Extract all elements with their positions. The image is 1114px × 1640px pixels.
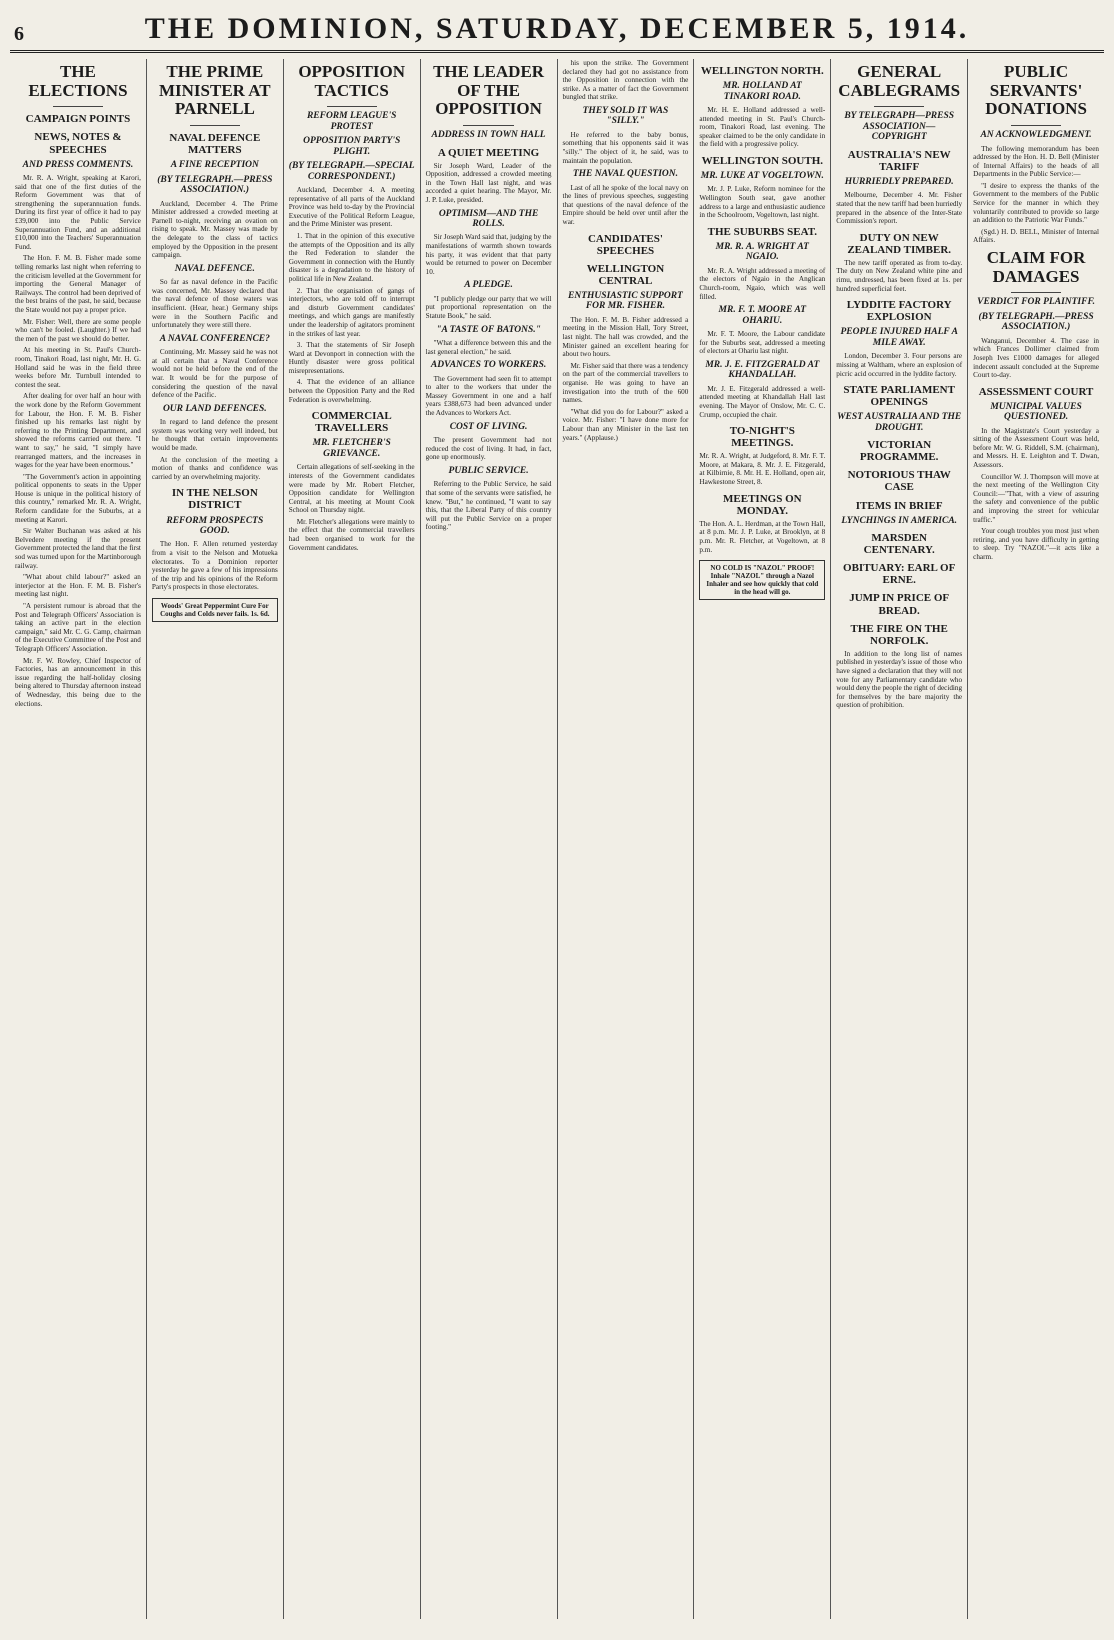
- article-headline: PUBLIC SERVANTS' DONATIONS: [985, 62, 1087, 119]
- column-1: [10, 59, 147, 1619]
- article-subheading: MR. F. T. MOORE AT OHARIU.: [718, 305, 807, 326]
- article-paragraph: "What a difference between this and the last general election," he said.: [425, 339, 552, 356]
- column-7: [831, 59, 968, 1619]
- divider: [1011, 292, 1061, 293]
- article-paragraph: "The Government's action in appointing political opponents to seats in the Upper House is unique in the political history of this country," remarked Mr. R. A. Wright, Reform candidate for the Suburbs, at a meeting at Karori.: [15, 472, 141, 524]
- article-subheading: PUBLIC SERVICE.: [448, 465, 529, 476]
- article-subheading: "A TASTE OF BATONS.": [436, 324, 541, 335]
- article-subheading: BY TELEGRAPH—PRESS ASSOCIATION—COPYRIGHT: [844, 111, 955, 143]
- article-subheading: DUTY ON NEW ZEALAND TIMBER.: [847, 231, 952, 256]
- article-paragraph: At the conclusion of the meeting a motion of thanks and confidence was carried by an overwhelming majority.: [151, 455, 278, 481]
- article-subheading: (BY TELEGRAPH.—PRESS ASSOCIATION.): [157, 174, 273, 196]
- article-subheading: AUSTRALIA'S NEW TARIFF: [847, 148, 951, 173]
- article-paragraph: In addition to the long list of names published in yesterday's issue of those who have signed a declaration that they will not vote for any Parliamentary candidate who would deny the people the right of deciding for themselves by the bare majority the question of prohibition.: [836, 649, 963, 710]
- article-paragraph: 4. That the evidence of an alliance between the Opposition Party and the Red Federation is overwhelming.: [288, 378, 415, 404]
- article-subheading: THE SUBURBS SEAT.: [707, 225, 817, 238]
- article-subheading: A QUIET MEETING: [437, 146, 540, 159]
- column-4: [421, 59, 558, 1619]
- article-subheading: VICTORIAN PROGRAMME.: [859, 439, 939, 464]
- article-paragraph: Mr. R. A. Wright, speaking at Karori, said that one of the first duties of the Reform Government was that of strengthening the superannuation funds. During its first year of office it had to pay £39,000 into the Public Service Superannuation Fund, and an additional £10,000 into the Teachers' Superannuation Fund.: [15, 174, 141, 251]
- article-subheading: PEOPLE INJURED HALF A MILE AWAY.: [840, 327, 958, 348]
- divider: [874, 106, 924, 107]
- article-subheading: LYNCHINGS IN AMERICA.: [841, 515, 958, 526]
- article-paragraph: After dealing for over half an hour with the work done by the Reform Government for Labour, the Hon. F. M. B. Fisher finished up his remarks last night by referring to the Printing Department, and showed the reforms carried out there. "I want to say," he said, "I simply have rearranged matters, and the increases in wages for the year have been enormous.": [15, 392, 141, 470]
- column-3: [284, 59, 421, 1619]
- article-subheading: NOTORIOUS THAW CASE: [847, 469, 951, 494]
- article-subheading: ADDRESS IN TOWN HALL: [431, 130, 546, 141]
- article-paragraph: Your cough troubles you most just when retiring, and you have difficulty in getting to sleep. Try "NAZOL"—it acts like a charm.: [973, 527, 1099, 561]
- article-paragraph: Continuing, Mr. Massey said he was not at all certain that a Naval Conference would not be held before the end of the war. It would be for the purpose of considering the question of the naval defence of the Pacific.: [151, 348, 278, 400]
- article-subheading: CANDIDATES' SPEECHES: [587, 232, 663, 257]
- article-paragraph: The Hon. F. Allen returned yesterday from a visit to the Nelson and Motueka electorates. To a Dominion reporter yesterday he gave a few of his impressions of the trip and his opinions of the Reform Party's prospects in those electorates.: [151, 540, 278, 592]
- article-paragraph: 1. That in the opinion of this executive the attempts of the Opposition and its ally the Red Federation to slander the Government in connection with the Huntly disaster is a degradation to the history of political life in New Zealand.: [288, 231, 415, 283]
- article-headline: THE PRIME MINISTER AT PARNELL: [158, 62, 271, 119]
- article-subheading: THEY SOLD IT WAS "SILLY.": [582, 105, 669, 127]
- article-subheading: OPTIMISM—AND THE ROLLS.: [438, 208, 539, 229]
- article-paragraph: The Hon. F. M. B. Fisher made some telling remarks last night when referring to the criticism levelled at the Government for importing the General Manager of Railways. The control had been deprived of the best brains of the past, he said, because the State would not pay a proper price.: [15, 254, 141, 314]
- article-paragraph: "I desire to express the thanks of the Government to the members of the Public Service for the manner in which they voluntarily contributed to provide so large an addition to the Patriotic War Funds.": [973, 181, 1099, 225]
- article-subheading: WELLINGTON SOUTH.: [701, 154, 824, 167]
- article-paragraph: Mr. J. P. Luke, Reform nominee for the Wellington South seat, gave another address to a large and enthusiastic audience in the Schoolroom, Vogeltown, last night.: [699, 185, 826, 220]
- article-paragraph: "A persistent rumour is abroad that the Post and Telegraph Officers' Association is taking an active part in the election campaign," said Mr. C. G. Camp, chairman of the Executive Committee of the Post and Telegraph Officers' Association.: [15, 602, 141, 653]
- divider: [53, 106, 103, 107]
- article-paragraph: The Government had seen fit to attempt to alter to the workers that under the Massey Government in one and a half years £388,673 had been advanced under the Advances to Workers Act.: [425, 374, 552, 418]
- article-subheading: MR. J. E. FITZGERALD AT KHANDALLAH.: [705, 359, 820, 381]
- masthead: [10, 10, 1104, 53]
- divider: [327, 106, 377, 107]
- article-subheading: NEWS, NOTES & SPEECHES: [34, 131, 122, 156]
- article-subheading: MARSDEN CENTENARY.: [863, 532, 935, 557]
- article-paragraph: Mr. F. T. Moore, the Labour candidate for the Suburbs seat, addressed a meeting of electors at Ohariu last night.: [699, 330, 826, 356]
- article-paragraph: The Hon. F. M. B. Fisher addressed a meeting in the Mission Hall, Tory Street, last night. The hall was crowded, and the Minister gained an excellent hearing for about two hours.: [562, 315, 689, 359]
- article-subheading: COST OF LIVING.: [449, 421, 528, 432]
- article-subheading: HURRIEDLY PREPARED.: [844, 176, 954, 187]
- article-subheading: LYDDITE FACTORY EXPLOSION: [846, 299, 952, 324]
- article-paragraph: 2. That the organisation of gangs of interjectors, who are told off to interrupt and disturb Government candidates' meetings, and which gangs are manifestly under the leadership of agitators prominent in the strikes of last year.: [288, 286, 415, 338]
- article-subheading: MEETINGS ON MONDAY.: [723, 492, 802, 517]
- article-paragraph: Melbourne, December 4. Mr. Fisher stated that the new tariff had been hurriedly prepared in the absence of the Inter-State Commission's report.: [836, 191, 963, 226]
- article-paragraph: Mr. F. W. Rowley, Chief Inspector of Factories, has an announcement in this issue regarding the half-holiday closing being altered to Thursday afternoon instead of Wednesday, this being due to the elections.: [15, 656, 141, 708]
- article-subheading: NAVAL DEFENCE MATTERS: [169, 132, 261, 157]
- column-8: [968, 59, 1104, 1619]
- advertisement: NO COLD IS "NAZOL" PROOF! Inhale "NAZOL" through a Nazol Inhaler and see how quickly that cold in the head will go.: [699, 560, 825, 600]
- article-paragraph: Sir Joseph Ward, Leader of the Opposition, addressed a crowded meeting in the Town Hall last night, and was accorded a quiet hearing. The Mayor, Mr. J. P. Luke, presided.: [425, 161, 552, 204]
- article-subheading: VERDICT FOR PLAINTIFF.: [977, 297, 1095, 308]
- article-paragraph: Mr. Fisher: Well, there are some people who can't be fooled. (Laughter.) If we had the men of the past we should do better.: [15, 317, 141, 343]
- article-subheading: COMMERCIAL TRAVELLERS: [311, 410, 392, 435]
- divider: [463, 125, 513, 126]
- article-paragraph: Referring to the Public Service, he said that some of the servants were satisfied, he knew. "But," he continued, "I want to say this, that the Liberal Party of this country will put the Public Service on a proper footing.": [425, 480, 552, 532]
- divider: [190, 125, 240, 126]
- article-paragraph: The present Government had not reduced the cost of living. It had, in fact, gone up enormously.: [425, 436, 552, 462]
- newspaper-title: THE DOMINION, SATURDAY, DECEMBER 5, 1914.: [144, 12, 970, 45]
- article-subheading: REFORM PROSPECTS GOOD.: [166, 515, 264, 536]
- article-paragraph: Sir Walter Buchanan was asked at his Belvedere meeting if the present Government protected the land that the first sod was turned upon for the Martinborough railway.: [15, 527, 141, 570]
- article-subheading: AND PRESS COMMENTS.: [22, 159, 134, 170]
- article-paragraph: Mr. H. E. Holland addressed a well-attended meeting in St. Paul's Church-room, Tinakori Road, last evening. The speaker claimed to be the only candidate in the field with a progressive policy.: [699, 105, 826, 149]
- article-paragraph: Mr. Fletcher's allegations were mainly to the effect that the commercial travellers had been organised to work for the Government candidates.: [288, 517, 415, 552]
- article-subheading: ASSESSMENT COURT: [978, 385, 1094, 398]
- article-paragraph: The new tariff operated as from to-day. The duty on New Zealand white pine and rimu, undressed, has been fixed at 1s. per hundred superficial feet.: [836, 258, 963, 293]
- article-subheading: OBITUARY: EARL OF ERNE.: [843, 562, 956, 587]
- divider: [1011, 125, 1061, 126]
- columns-container: [10, 59, 1104, 1619]
- article-paragraph: At his meeting in St. Paul's Church-room, Tinakori Road, last night, Mr. H. G. Holland said he was in the field three weeks before Mr. Turnbull intended to contest the seat.: [15, 346, 141, 389]
- article-subheading: AN ACKNOWLEDGMENT.: [980, 130, 1092, 141]
- article-paragraph: The Hon. A. L. Herdman, at the Town Hall, at 8 p.m. Mr. J. P. Luke, at Brooklyn, at 8 p.m. Mr. R. Fletcher, at Vogeltown, at 8 p.m.: [699, 519, 826, 554]
- article-subheading: NAVAL DEFENCE.: [174, 263, 255, 274]
- article-subheading: THE FIRE ON THE NORFOLK.: [850, 622, 948, 647]
- column-2: [147, 59, 284, 1619]
- article-paragraph: Last of all he spoke of the local navy on the lines of previous speeches, suggesting that questions of the naval defence of the Empire should be held over until after the war.: [562, 183, 689, 227]
- article-paragraph: "What did you do for Labour?" asked a voice. Mr. Fisher: "I have done more for Labour than any Minister in the last ten years." (Applause.): [562, 407, 689, 442]
- article-subheading: WELLINGTON NORTH.: [700, 65, 824, 77]
- article-subheading: MUNICIPAL VALUES QUESTIONED.: [990, 401, 1082, 423]
- article-headline: THE LEADER OF THE OPPOSITION: [433, 62, 545, 119]
- article-subheading: ADVANCES TO WORKERS.: [430, 360, 547, 371]
- article-subheading: MR. FLETCHER'S GRIEVANCE.: [312, 438, 391, 459]
- article-paragraph: Mr. Fisher said that there was a tendency on the part of the commercial travellers to organise. He was going to have an investigation into the truth of the 600 names.: [562, 361, 689, 405]
- article-subheading: MR. R. A. WRIGHT AT NGAIO.: [715, 241, 809, 263]
- article-subheading: A PLEDGE.: [464, 280, 513, 291]
- article-subheading: TO-NIGHT'S MEETINGS.: [729, 425, 795, 450]
- article-subheading: A FINE RECEPTION: [170, 160, 259, 171]
- advertisement: Woods' Great Peppermint Cure For Coughs and Colds never fails. 1s. 6d.: [152, 598, 278, 622]
- article-paragraph: The following memorandum has been addressed by the Hon. H. D. Bell (Minister of Internal Affairs) to the heads of all Departments in the Public Service:—: [973, 144, 1099, 179]
- article-headline: THE ELECTIONS: [28, 62, 128, 100]
- article-headline: GENERAL CABLEGRAMS: [838, 62, 961, 100]
- article-subheading: MR. HOLLAND AT TINAKORI ROAD.: [722, 81, 802, 102]
- article-subheading: THE NAVAL QUESTION.: [572, 169, 678, 180]
- article-subheading: WELLINGTON CENTRAL: [586, 262, 665, 287]
- article-subheading: ENTHUSIASTIC SUPPORT FOR MR. FISHER.: [568, 291, 683, 312]
- page-number: 6: [14, 23, 24, 45]
- article-subheading: JUMP IN PRICE OF BREAD.: [849, 592, 950, 617]
- article-paragraph: Mr. R. A. Wright, at Judgeford, 8. Mr. F. T. Moore, at Makara, 8. Mr. J. E. Fitzgerald, at Kilbirnie, 8. Mr. H. E. Holland, open air, Hawkestone Street, 8.: [699, 452, 826, 487]
- article-headline: OPPOSITION TACTICS: [298, 62, 406, 100]
- article-headline: CLAIM FOR DAMAGES: [986, 248, 1086, 286]
- article-paragraph: In regard to land defence the present system was working very well indeed, but he thought that certain improvements would be made.: [151, 418, 278, 452]
- article-subheading: CAMPAIGN POINTS: [25, 113, 131, 126]
- article-subheading: OUR LAND DEFENCES.: [162, 403, 267, 414]
- article-subheading: (BY TELEGRAPH.—SPECIAL CORRESPONDENT.): [288, 161, 415, 182]
- article-paragraph: Auckland, December 4. The Prime Minister addressed a crowded meeting at Parnell to-night, receiving an ovation on rising to speak. Mr. Massey was made by the delegate to the class of tactics employed by the Opposition in the present campaign.: [151, 199, 278, 260]
- article-paragraph: "What about child labour?" asked an interjector at the Hon. F. M. B. Fisher's meeting last night.: [15, 573, 141, 599]
- article-paragraph: Mr. J. E. Fitzgerald addressed a well-attended meeting at Khandallah Hall last evening. The Mayor of Onslow, Mr. C. C. Crump, occupied the chair.: [699, 384, 826, 419]
- article-paragraph: London, December 3. Four persons are missing at Waltham, where an explosion of picric acid occurred in the lyddite factory.: [836, 352, 963, 378]
- article-paragraph: Wanganui, December 4. The case in which Frances Dollimer claimed from Joseph Ives £1000 damages for alleged indecent assault concluded at the Supreme Court to-day.: [973, 336, 1099, 380]
- newspaper-page: [10, 10, 1104, 1620]
- article-paragraph: In the Magistrate's Court yesterday a sitting of the Assessment Court was held, before Mr. W. G. Riddell, S.M. (chairman), and Messrs. H. E. Leighton and T. Dwan, Assessors.: [973, 426, 1099, 470]
- article-paragraph: Mr. R. A. Wright addressed a meeting of the electors of Ngaio in the Anglican Church-room, Ngaio, which was well filled.: [699, 266, 826, 301]
- article-paragraph: 3. That the statements of Sir Joseph Ward at Devonport in connection with the Huntly disaster were gross political misrepresentations.: [288, 341, 415, 375]
- article-paragraph: Councillor W. J. Thompson will move at the next meeting of the Wellington City Council:—"That, with a view of assuring the safety and convenience of the public and improving the street for vehicular traffic.": [973, 472, 1099, 524]
- article-paragraph: So far as naval defence in the Pacific was concerned, Mr. Massey declared that the naval defence of those waters was insufficient. (Hear, hear.) Germany ships were in the Southern Pacific and unfortunately they were still there.: [151, 278, 278, 330]
- article-paragraph: "I publicly pledge our party that we will put proportional representation on the Statute Book," he said.: [425, 294, 552, 321]
- article-paragraph: (Sgd.) H. D. BELL, Minister of Internal Affairs.: [973, 227, 1099, 245]
- article-paragraph: Certain allegations of self-seeking in the interests of the Government candidates were made by Mr. Robert Fletcher, Opposition candidate for Wellington Central, at his meeting at Mount Cook School on Thursday night.: [288, 463, 415, 515]
- article-subheading: ITEMS IN BRIEF: [855, 499, 943, 512]
- article-subheading: WEST AUSTRALIA AND THE DROUGHT.: [837, 412, 962, 433]
- article-subheading: REFORM LEAGUE'S PROTEST: [306, 111, 397, 132]
- article-subheading: A NAVAL CONFERENCE?: [159, 333, 270, 344]
- article-paragraph: He referred to the baby bonus, something that his opponents said it was "silly." The object of it, he said, was to maintain the population.: [562, 130, 689, 165]
- column-6: [694, 59, 831, 1619]
- article-paragraph: Auckland, December 4. A meeting representative of all parts of the Auckland Province was held to-day by the Provincial Executive of the Political Reform League, and the Prime Minister was present.: [288, 186, 415, 229]
- article-subheading: STATE PARLIAMENT OPENINGS: [843, 384, 955, 409]
- article-paragraph: his upon the strike. The Government declared they had got no assistance from the Opposition in connection with the strike. As a matter of fact the Government bungled that strike.: [562, 59, 689, 102]
- article-subheading: (BY TELEGRAPH.—PRESS ASSOCIATION.): [978, 311, 1094, 333]
- article-subheading: MR. LUKE AT VOGELTOWN.: [700, 171, 824, 182]
- article-paragraph: Sir Joseph Ward said that, judging by the manifestations of warmth shown towards his party, it was evident that that party would be returned to power on December 10.: [425, 233, 552, 276]
- article-subheading: OPPOSITION PARTY'S PLIGHT.: [303, 136, 401, 157]
- column-5: [558, 59, 695, 1619]
- article-subheading: IN THE NELSON DISTRICT: [171, 487, 258, 512]
